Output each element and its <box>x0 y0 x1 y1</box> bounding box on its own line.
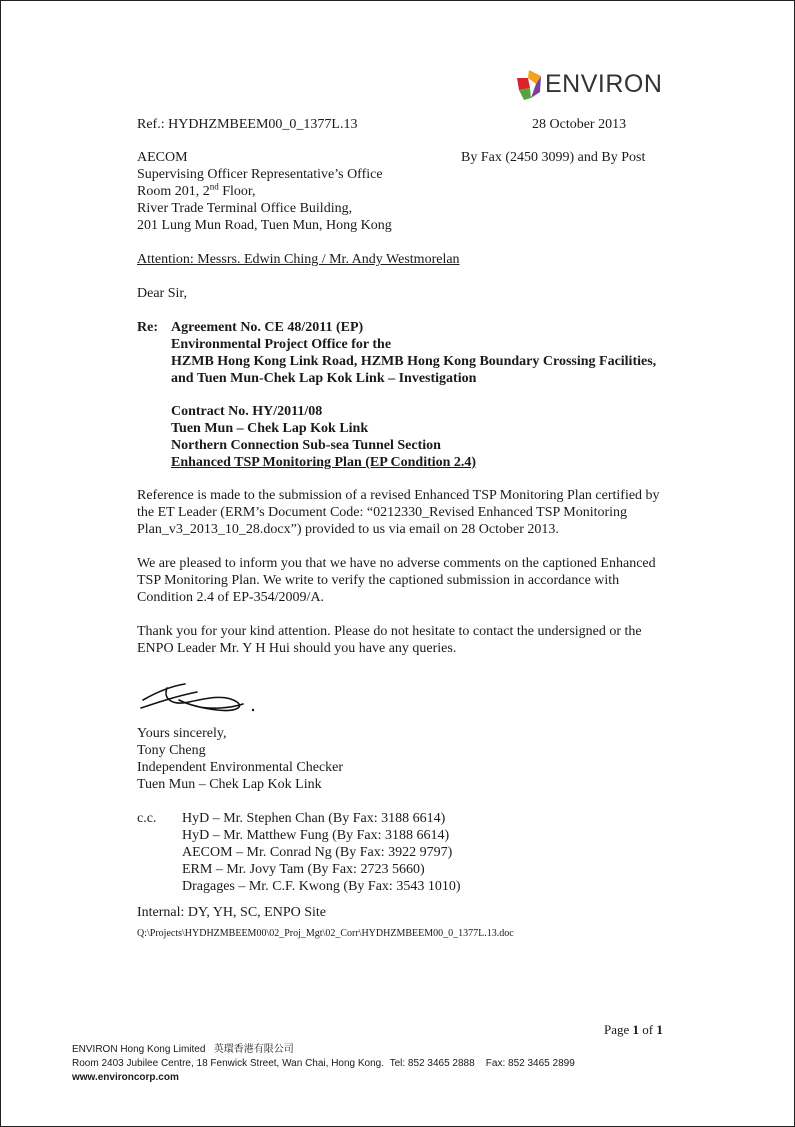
cc-recipient: Dragages – Mr. C.F. Kwong (By Fax: 3543 1010) <box>182 879 461 894</box>
signatory-name: Tony Cheng <box>137 743 206 758</box>
body-paragraph-3: Thank you for your kind attention. Please do not hesitate to contact the undersigned or the ENPO Leader Mr. Y H Hui should you have any queries. <box>137 624 642 656</box>
signatory-title: Independent Environmental Checker <box>137 760 344 775</box>
letter-date: 28 October 2013 <box>532 117 627 132</box>
footer-website[interactable]: www.environcorp.com <box>72 1072 179 1083</box>
re-line: Environmental Project Office for the <box>171 337 392 352</box>
delivery-method: By Fax (2450 3099) and By Post <box>461 150 646 165</box>
page-number: Page 1 of 1 <box>604 1022 663 1037</box>
address-line-3: River Trade Terminal Office Building, <box>137 201 353 216</box>
handwritten-signature <box>137 680 262 718</box>
cc-list <box>182 810 460 895</box>
cc-recipient: HyD – Mr. Matthew Fung (By Fax: 3188 6614) <box>182 828 450 843</box>
contract-line: Northern Connection Sub-sea Tunnel Section <box>171 438 441 453</box>
internal-distribution: Internal: DY, YH, SC, ENPO Site <box>137 905 326 920</box>
contract-block <box>171 403 476 471</box>
re-line: Agreement No. CE 48/2011 (EP) <box>171 320 364 335</box>
signatory-project: Tuen Mun – Chek Lap Kok Link <box>137 777 322 792</box>
cc-recipient: HyD – Mr. Stephen Chan (By Fax: 3188 6614) <box>182 811 446 826</box>
salutation: Dear Sir, <box>137 286 187 301</box>
recipient-company: AECOM <box>137 150 188 165</box>
footer-company: ENVIRON Hong Kong Limited 英環香港有限公司 <box>72 1044 294 1055</box>
recipient-address <box>137 149 392 234</box>
cc-recipient: ERM – Mr. Jovy Tam (By Fax: 2723 5660) <box>182 862 425 877</box>
re-subject <box>171 319 656 387</box>
address-line-4: 201 Lung Mun Road, Tuen Mun, Hong Kong <box>137 218 392 233</box>
address-line-2: Room 201, 2nd Floor, <box>137 181 256 199</box>
environ-logo <box>514 68 663 102</box>
logo-wordmark: ENVIRON <box>545 70 663 98</box>
plan-title: Enhanced TSP Monitoring Plan (EP Condition 2.4) <box>171 455 477 470</box>
reference-number: Ref.: HYDHZMBEEM00_0_1377L.13 <box>137 117 358 132</box>
address-line-1: Supervising Officer Representative’s Office <box>137 167 383 182</box>
closing-block <box>137 725 343 793</box>
re-line: and Tuen Mun-Chek Lap Kok Link – Investigation <box>171 371 477 386</box>
cc-label: c.c. <box>137 811 157 826</box>
footer-address: Room 2403 Jubilee Centre, 18 Fenwick Street, Wan Chai, Hong Kong. Tel: 852 3465 2888 Fax: 852 3465 2899 <box>72 1058 575 1069</box>
file-path: Q:\Projects\HYDHZMBEEM00\02_Proj_Mgt\02_Corr\HYDHZMBEEM00_0_1377L.13.doc <box>137 928 514 939</box>
contract-line: Tuen Mun – Chek Lap Kok Link <box>171 421 369 436</box>
closing-phrase: Yours sincerely, <box>137 726 227 741</box>
re-label: Re: <box>137 320 158 335</box>
footer <box>72 1043 575 1085</box>
re-line: HZMB Hong Kong Link Road, HZMB Hong Kong Boundary Crossing Facilities, <box>171 354 657 369</box>
contract-line: Contract No. HY/2011/08 <box>171 404 323 419</box>
body-paragraph-1: Reference is made to the submission of a revised Enhanced TSP Monitoring Plan certified by the ET Leader (ERM’s Document Code: “0212330_Revised Enhanced TSP Monitoring Plan_v3_2013_10_28.docx”) provided to us via email on 28 October 2013. <box>137 488 660 537</box>
body-paragraph-2: We are pleased to inform you that we have no adverse comments on the captioned Enhanced TSP Monitoring Plan. We write to verify the captioned submission in accordance with Condition 2.4 of EP-354/2009/A. <box>137 556 656 605</box>
cc-recipient: AECOM – Mr. Conrad Ng (By Fax: 3922 9797) <box>182 845 453 860</box>
attention-line: Attention: Messrs. Edwin Ching / Mr. Andy Westmorelan <box>137 252 460 267</box>
environ-logo-icon <box>514 68 544 102</box>
